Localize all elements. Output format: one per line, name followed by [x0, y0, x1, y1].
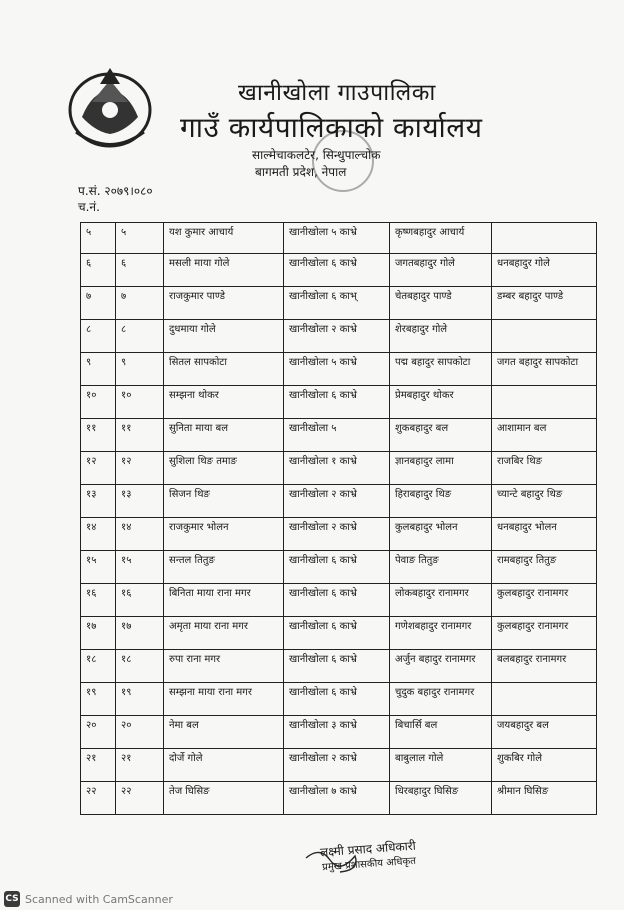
table-row — [81, 223, 597, 254]
applicant-name-cell: तेज घिसिङ — [164, 782, 284, 815]
signatory-title: प्रमुख प्रशासकीय अधिकृत — [321, 855, 417, 874]
address-cell: खानीखोला ६ काभ्रे — [284, 584, 390, 617]
applicant-name-cell: सम्झना थोकर — [164, 386, 284, 419]
table-row — [81, 254, 597, 287]
applicant-name-cell: सिजन थिङ — [164, 485, 284, 518]
address-cell: खानीखोला ६ काभ्रे — [284, 683, 390, 716]
applicant-name-cell: दोर्जे गोले — [164, 749, 284, 782]
signatory-name: लक्ष्मी प्रसाद अधिकारी — [319, 838, 417, 860]
address-cell: खानीखोला २ काभ्रे — [284, 749, 390, 782]
father-name-cell: चेतबहादुर पाण्डे — [390, 287, 492, 320]
table-row — [81, 386, 597, 419]
applicant-name-cell: सुनिता माया बल — [164, 419, 284, 452]
scanner-footer — [0, 888, 624, 910]
sub-serial-number-cell: २१ — [116, 749, 164, 782]
father-name-cell: शेरबहादुर गोले — [390, 320, 492, 353]
serial-number-cell: ९ — [81, 353, 116, 386]
sub-serial-number-cell: ११ — [116, 419, 164, 452]
serial-number-cell: १५ — [81, 551, 116, 584]
grandfather-name-cell: जगत बहादुर सापकोटा — [492, 353, 597, 386]
table-row — [81, 485, 597, 518]
table-row — [81, 518, 597, 551]
serial-number-cell: २० — [81, 716, 116, 749]
address-cell: खानीखोला ६ काभ्रे — [284, 617, 390, 650]
table-row — [81, 452, 597, 485]
address-cell: खानीखोला २ काभ्रे — [284, 320, 390, 353]
table-row — [81, 287, 597, 320]
serial-number-cell: ५ — [81, 223, 116, 254]
table-row — [81, 683, 597, 716]
father-name-cell: अर्जुन बहादुर रानामगर — [390, 650, 492, 683]
sub-serial-number-cell: ९ — [116, 353, 164, 386]
serial-number-cell: १८ — [81, 650, 116, 683]
serial-number-cell: १० — [81, 386, 116, 419]
applicant-name-cell: सन्तल तितुङ — [164, 551, 284, 584]
scanner-watermark-text: Scanned with CamScanner — [25, 892, 173, 906]
applicant-name-cell: राजकुमार भोलन — [164, 518, 284, 551]
sub-serial-number-cell: ७ — [116, 287, 164, 320]
sub-serial-number-cell: ५ — [116, 223, 164, 254]
sub-serial-number-cell: १६ — [116, 584, 164, 617]
grandfather-name-cell: डम्बर बहादुर पाण्डे — [492, 287, 597, 320]
table-row — [81, 551, 597, 584]
address-line-2: बागमती प्रदेश, नेपाल — [255, 165, 347, 179]
table-row — [81, 650, 597, 683]
table-row — [81, 782, 597, 815]
grandfather-name-cell — [492, 223, 597, 254]
address-cell: खानीखोला ३ काभ्रे — [284, 716, 390, 749]
address-cell: खानीखोला १ काभ्रे — [284, 452, 390, 485]
grandfather-name-cell: आशामान बल — [492, 419, 597, 452]
serial-number-cell: २१ — [81, 749, 116, 782]
table-row — [81, 353, 597, 386]
grandfather-name-cell: धनबहादुर गोले — [492, 254, 597, 287]
grandfather-name-cell: धनबहादुर भोलन — [492, 518, 597, 551]
office-stamp — [312, 130, 374, 192]
applicant-name-cell: सुशिला थिङ तमाङ — [164, 452, 284, 485]
address-cell: खानीखोला ५ काभ्रे — [284, 223, 390, 254]
grandfather-name-cell: शुकबिर गोले — [492, 749, 597, 782]
father-name-cell: गणेशबहादुर रानामगर — [390, 617, 492, 650]
serial-number-cell: २२ — [81, 782, 116, 815]
sub-serial-number-cell: १९ — [116, 683, 164, 716]
father-name-cell: बिचार्सि बल — [390, 716, 492, 749]
sub-serial-number-cell: १४ — [116, 518, 164, 551]
table-row — [81, 749, 597, 782]
address-cell: खानीखोला २ काभ्रे — [284, 518, 390, 551]
father-name-cell: कुलबहादुर भोलन — [390, 518, 492, 551]
serial-number-cell: ११ — [81, 419, 116, 452]
address-cell: खानीखोला ५ — [284, 419, 390, 452]
address-cell: खानीखोला ६ काभ्रे — [284, 254, 390, 287]
applicant-name-cell: बिनिता माया राना मगर — [164, 584, 284, 617]
office-name: गाउँ कार्यपालिकाको कार्यालय — [180, 111, 483, 144]
table-row — [81, 617, 597, 650]
grandfather-name-cell: राजबिर थिङ — [492, 452, 597, 485]
father-name-cell: जगतबहादुर गोले — [390, 254, 492, 287]
sub-serial-number-cell: १३ — [116, 485, 164, 518]
beneficiary-table — [80, 222, 597, 815]
applicant-name-cell: सम्झना माया राना मगर — [164, 683, 284, 716]
government-emblem-icon — [62, 62, 158, 152]
grandfather-name-cell — [492, 386, 597, 419]
father-name-cell: पेवाङ तितुङ — [390, 551, 492, 584]
address-cell: खानीखोला ६ काभ्रे — [284, 551, 390, 584]
camscanner-logo-icon: CS — [4, 891, 20, 907]
address-line-1: साल्मेचाकलटेर, सिन्धुपाल्चोक — [252, 148, 381, 162]
table-row — [81, 419, 597, 452]
applicant-name-cell: मसली माया गोले — [164, 254, 284, 287]
serial-number-cell: १९ — [81, 683, 116, 716]
applicant-name-cell: सितल सापकोटा — [164, 353, 284, 386]
father-name-cell: प्रेमबहादुर थोकर — [390, 386, 492, 419]
grandfather-name-cell: कुलबहादुर रानामगर — [492, 584, 597, 617]
serial-number-cell: १३ — [81, 485, 116, 518]
sub-serial-number-cell: १७ — [116, 617, 164, 650]
sub-serial-number-cell: ८ — [116, 320, 164, 353]
father-name-cell: बाबुलाल गोले — [390, 749, 492, 782]
serial-number-cell: १२ — [81, 452, 116, 485]
father-name-cell: चुदुक बहादुर रानामगर — [390, 683, 492, 716]
sub-serial-number-cell: १२ — [116, 452, 164, 485]
address-cell: खानीखोला ६ काभ् — [284, 287, 390, 320]
father-name-cell: हिराबहादुर थिङ — [390, 485, 492, 518]
sub-serial-number-cell: १० — [116, 386, 164, 419]
father-name-cell: कृष्णबहादुर आचार्य — [390, 223, 492, 254]
serial-number-cell: ७ — [81, 287, 116, 320]
serial-number-cell: १६ — [81, 584, 116, 617]
reference-number: प.सं. २०७९।०८० — [78, 184, 153, 198]
address-cell: खानीखोला ५ काभ्रे — [284, 353, 390, 386]
father-name-cell: धिरबहादुर घिसिङ — [390, 782, 492, 815]
sub-serial-number-cell: २२ — [116, 782, 164, 815]
grandfather-name-cell: रामबहादुर तितुङ — [492, 551, 597, 584]
table-row — [81, 716, 597, 749]
sub-serial-number-cell: १८ — [116, 650, 164, 683]
applicant-name-cell: दुधमाया गोले — [164, 320, 284, 353]
grandfather-name-cell: कुलबहादुर रानामगर — [492, 617, 597, 650]
applicant-name-cell: नेमा बल — [164, 716, 284, 749]
address-cell: खानीखोला २ काभ्रे — [284, 485, 390, 518]
grandfather-name-cell — [492, 320, 597, 353]
applicant-name-cell: यश कुमार आचार्य — [164, 223, 284, 254]
grandfather-name-cell: जयबहादुर बल — [492, 716, 597, 749]
applicant-name-cell: रुपा राना मगर — [164, 650, 284, 683]
dispatch-number: च.नं. — [78, 200, 100, 214]
serial-number-cell: १७ — [81, 617, 116, 650]
address-cell: खानीखोला ६ काभ्रे — [284, 386, 390, 419]
municipality-name: खानीखोला गाउपालिका — [238, 80, 436, 106]
table-row — [81, 320, 597, 353]
grandfather-name-cell — [492, 683, 597, 716]
grandfather-name-cell: च्यान्टे बहादुर थिङ — [492, 485, 597, 518]
address-cell: खानीखोला ७ काभ्रे — [284, 782, 390, 815]
sub-serial-number-cell: १५ — [116, 551, 164, 584]
serial-number-cell: ६ — [81, 254, 116, 287]
father-name-cell: शुकबहादुर बल — [390, 419, 492, 452]
serial-number-cell: ८ — [81, 320, 116, 353]
grandfather-name-cell: बलबहादुर रानामगर — [492, 650, 597, 683]
table-row — [81, 584, 597, 617]
sub-serial-number-cell: २० — [116, 716, 164, 749]
father-name-cell: ज्ञानबहादुर लामा — [390, 452, 492, 485]
father-name-cell: पद्म बहादुर सापकोटा — [390, 353, 492, 386]
father-name-cell: लोकबहादुर रानामगर — [390, 584, 492, 617]
applicant-name-cell: अमृता माया राना मगर — [164, 617, 284, 650]
serial-number-cell: १४ — [81, 518, 116, 551]
grandfather-name-cell: श्रीमान घिसिङ — [492, 782, 597, 815]
address-cell: खानीखोला ६ काभ्रे — [284, 650, 390, 683]
applicant-name-cell: राजकुमार पाण्डे — [164, 287, 284, 320]
sub-serial-number-cell: ६ — [116, 254, 164, 287]
